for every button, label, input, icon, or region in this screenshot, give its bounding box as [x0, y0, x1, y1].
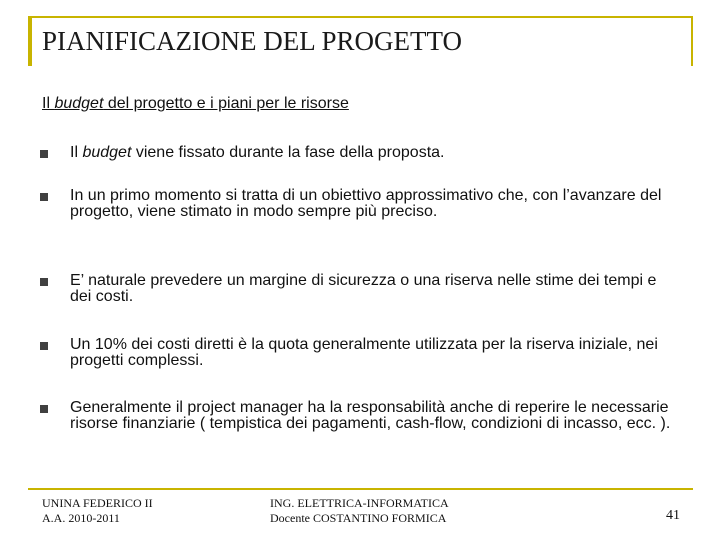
page-title: PIANIFICAZIONE DEL PROGETTO [42, 26, 462, 56]
bullet-text: Il budget viene fissato durante la fase della proposta. [70, 144, 445, 161]
footer-course: ING. ELETTRICA-INFORMATICA [270, 496, 449, 510]
bullet-text: Un 10% dei costi diretti è la quota generalmente utilizzata per la riserva iniziale, nei progetti complessi. [70, 336, 658, 369]
section-heading [42, 95, 349, 113]
bullet-emphasis: budget [82, 144, 132, 161]
heading-text-before: Il [42, 95, 55, 112]
bullet-text: In un primo momento si tratta di un obiettivo approssimativo che, con l’avanzare del progetto, viene stimato in modo sempre più preciso. [70, 187, 662, 220]
square-bullet-icon [40, 278, 48, 286]
square-bullet-icon [40, 150, 48, 158]
footer-left [42, 496, 153, 526]
page-number: 41 [666, 508, 680, 523]
footer-center [270, 496, 449, 526]
title-accent-bar [28, 16, 32, 66]
square-bullet-icon [40, 342, 48, 350]
bullet-text: Generalmente il project manager ha la responsabilità anche di reperire le necessarie risorse finanziarie ( tempistica dei pagamenti, cash-flow, condizioni di incasso, ecc. ). [70, 399, 671, 432]
footer-divider [28, 488, 693, 490]
footer-university: UNINA FEDERICO II [42, 496, 153, 510]
square-bullet-icon [40, 405, 48, 413]
bullet-text: E’ naturale prevedere un margine di sicurezza o una riserva nelle stime dei tempi e dei costi. [70, 272, 657, 305]
heading-text-after: del progetto e i piani per le risorse [103, 95, 349, 112]
square-bullet-icon [40, 193, 48, 201]
footer-academic-year: A.A. 2010-2011 [42, 511, 120, 525]
heading-emphasis: budget [54, 95, 104, 112]
footer-instructor: Docente COSTANTINO FORMICA [270, 511, 447, 525]
